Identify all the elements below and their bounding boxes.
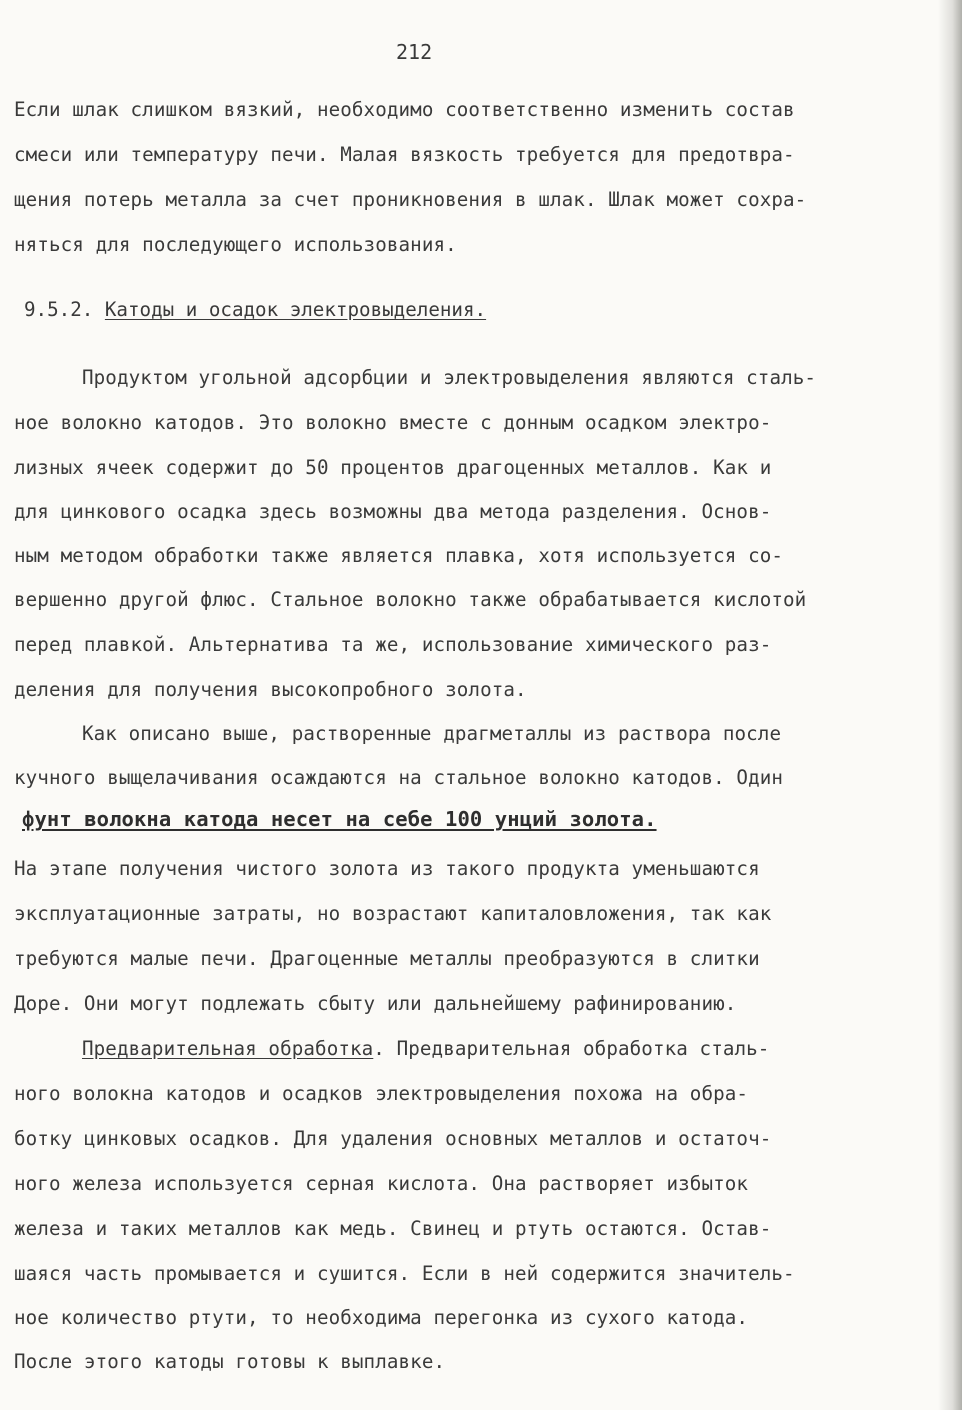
- paragraph-2-line-3: лизных ячеек содержит до 50 процентов драгоценных металлов. Как и: [14, 456, 772, 479]
- section-title: Катоды и осадок электровыделения.: [104, 298, 487, 321]
- paragraph-4-line-3: требуются малые печи. Драгоценные металлы преобразуются в слитки: [14, 947, 760, 970]
- paragraph-3-line-3-underlined: фунт волокна катода несет на себе 100 унций золота.: [22, 807, 657, 831]
- paragraph-1-line-3: щения потерь металла за счет проникновения в шлак. Шлак может сохра-: [14, 188, 807, 211]
- paragraph-2-line-5: ным методом обработки также является плавка, хотя используется со-: [14, 544, 784, 567]
- subsection-heading: Предварительная обработка: [82, 1037, 374, 1060]
- paragraph-4-line-2: эксплуатационные затраты, но возрастают капиталовложения, так как: [14, 902, 772, 925]
- paragraph-2-line-4: для цинкового осадка здесь возможны два метода разделения. Основ-: [14, 500, 772, 523]
- paragraph-5-line-5: железа и таких металлов как медь. Свинец и ртуть остаются. Остав-: [14, 1217, 772, 1240]
- paragraph-4-line-4: Доре. Они могут подлежать сбыту или дальнейшему рафинированию.: [14, 992, 737, 1015]
- paragraph-5-line-7: ное количество ртути, то необходима перегонка из сухого катода.: [14, 1306, 749, 1329]
- paragraph-1-line-4: няться для последующего использования.: [14, 233, 457, 256]
- paragraph-2-line-7: перед плавкой. Альтернатива та же, использование химического раз-: [14, 633, 772, 656]
- paragraph-2-line-6: вершенно другой флюс. Стальное волокно также обрабатывается кислотой: [14, 588, 807, 611]
- paragraph-5-line-6: шаяся часть промывается и сушится. Если в ней содержится значитель-: [14, 1262, 795, 1285]
- paragraph-5-line-1-rest: . Предварительная обработка сталь-: [373, 1037, 770, 1060]
- paragraph-3-line-1: Как описано выше, растворенные драгметаллы из раствора после: [82, 722, 782, 745]
- page-number: 212: [396, 40, 433, 64]
- paragraph-5-line-2: ного волокна катодов и осадков электровыделения похожа на обра-: [14, 1082, 749, 1105]
- paragraph-2-line-2: ное волокно катодов. Это волокно вместе с донным осадком электро-: [14, 411, 772, 434]
- section-number: 9.5.2.: [24, 298, 94, 321]
- paragraph-1-line-2: смеси или температуру печи. Малая вязкость требуется для предотвра-: [14, 143, 795, 166]
- paragraph-1-line-1: Если шлак слишком вязкий, необходимо соответственно изменить состав: [14, 98, 795, 121]
- paragraph-5-line-1: [82, 1037, 769, 1061]
- paragraph-5-line-4: ного железа используется серная кислота. Она растворяет избыток: [14, 1172, 749, 1195]
- paragraph-2-line-8: деления для получения высокопробного золота.: [14, 678, 527, 701]
- paragraph-5-line-8: После этого катоды готовы к выплавке.: [14, 1350, 446, 1373]
- paragraph-4-line-1: На этапе получения чистого золота из такого продукта уменьшаются: [14, 857, 760, 880]
- paragraph-3-line-2: кучного выщелачивания осаждаются на стальное волокно катодов. Один: [14, 766, 784, 789]
- section-heading: [24, 298, 486, 322]
- book-spine-shadow: [938, 0, 962, 1410]
- paragraph-2-line-1: Продуктом угольной адсорбции и электровыделения являются сталь-: [82, 366, 817, 389]
- paragraph-5-line-3: ботку цинковых осадков. Для удаления основных металлов и остаточ-: [14, 1127, 772, 1150]
